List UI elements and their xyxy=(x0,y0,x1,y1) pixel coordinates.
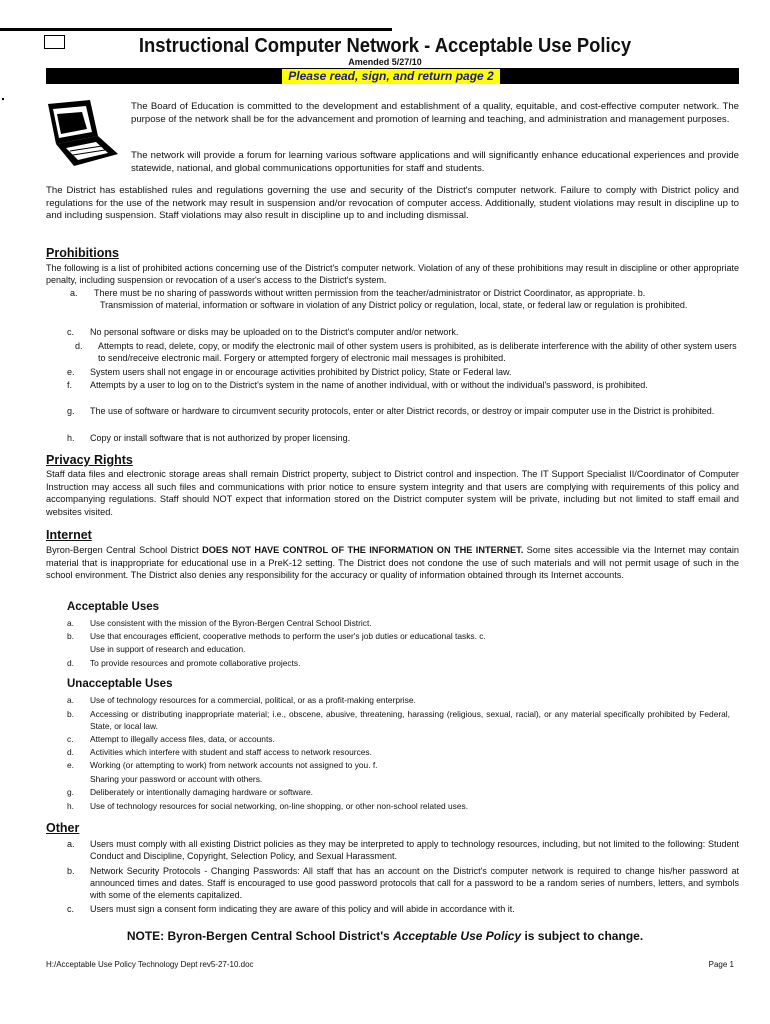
prohibition-f: Attempts by a user to log on to the District's system in the name of another individual, with or without the individual's password, is prohibited. xyxy=(90,380,648,390)
unacceptable-use-item: Working (or attempting to work) from network accounts not assigned to you. f. xyxy=(90,760,378,770)
unacceptable-use-item: Use of technology resources for a commercial, political, or as a profit-making enterprise. xyxy=(90,695,416,705)
prohibitions-intro: The following is a list of prohibited actions concerning use of the District's computer network. Violation of any of these prohibitions may result in discipline or other appropriate penalty, including suspension or revocation of a user's access to the District's system. xyxy=(46,263,739,285)
privacy-heading: Privacy Rights xyxy=(46,453,133,467)
list-letter: b. xyxy=(67,709,74,719)
page-title: Instructional Computer Network - Acceptable Use Policy xyxy=(138,35,632,57)
list-letter: a. xyxy=(67,695,74,705)
acceptable-use-item: Use in support of research and education. xyxy=(90,644,246,654)
list-letter: a. xyxy=(67,839,75,849)
intro-paragraph-1: The Board of Education is committed to the development and establishment of a quality, equitable, and cost-effective computer network. The purpose of the network shall be for the advancement and promotion of learning and teaching, and administration and management purposes. xyxy=(131,101,739,125)
prohibition-h: Copy or install software that is not authorized by proper licensing. xyxy=(90,433,351,443)
list-letter: h. xyxy=(67,433,75,443)
list-letter: a. xyxy=(67,618,74,628)
unacceptable-use-item: Accessing or distributing inappropriate material; i.e., obscene, abusive, threatening, harassing (religious, sexual, racial), or any material specifically prohibited by Federal, State, or local law. xyxy=(90,709,730,731)
other-item: Users must sign a consent form indicating they are aware of this policy and will abide in accordance with it. xyxy=(90,904,515,914)
list-letter: e. xyxy=(67,760,74,770)
policy-change-note xyxy=(0,929,770,943)
note-text-start: NOTE: Byron-Bergen Central School District's xyxy=(126,929,394,943)
internet-text-start: Byron-Bergen Central School District xyxy=(46,545,203,555)
prohibition-g: The use of software or hardware to circumvent security protocols, enter or alter District records, or destroy or impair computer use in the District is prohibited. xyxy=(90,406,715,416)
list-letter: b. xyxy=(67,866,75,876)
unacceptable-uses-heading: Unacceptable Uses xyxy=(67,678,173,690)
prohibition-d: Attempts to read, delete, copy, or modify the electronic mail of other system users is prohibited, as is deliberate interference with the ability of other system users to send/receive electronic mail. Forgery or attempted forgery of electronic mail messages is prohibited. xyxy=(98,341,737,363)
margin-mark xyxy=(2,98,4,100)
intro-paragraph-2: The network will provide a forum for learning various software applications and will significantly enhance educational experiences and provide statewide, national, and global communications opportunities for staff and students. xyxy=(131,150,739,174)
intro-paragraph-3: The District has established rules and regulations governing the use and security of the District's computer network. Failure to comply with District policy and regulations for the use of the network may result in suspension and/or revocation of computer access. Additionally, student violations may result in discipline up to and including suspension. Staff violations may also result in discipline up to and including dismissal. xyxy=(46,185,739,221)
prohibition-a: There must be no sharing of passwords without written permission from the teacher/administrator or District Coordinator, as appropriate. b. xyxy=(94,288,646,298)
footer-page-number: Page 1 xyxy=(708,960,734,969)
note-text-end: is subject to change. xyxy=(521,929,644,943)
return-banner: Please read, sign, and return page 2 xyxy=(282,69,500,84)
list-letter: e. xyxy=(67,367,75,377)
top-rule xyxy=(0,28,392,31)
unacceptable-use-item: Activities which interfere with student and staff access to network resources. xyxy=(90,747,372,757)
acceptable-uses-heading: Acceptable Uses xyxy=(67,601,160,613)
list-letter: h. xyxy=(67,801,74,811)
unacceptable-use-item: Sharing your password or account with others. xyxy=(90,774,263,784)
unacceptable-use-item: Deliberately or intentionally damaging hardware or software. xyxy=(90,787,313,797)
internet-warning: DOES NOT HAVE CONTROL OF THE INFORMATION ON THE INTERNET. xyxy=(202,545,524,555)
prohibition-c: No personal software or disks may be uploaded on to the District's computer and/or network. xyxy=(90,327,459,337)
other-item: Network Security Protocols - Changing Passwords: All staff that has an account on the District's computer network is required to change his/her password at announced times and dates. Staff is encouraged to use good password protocols that call for a password to be a random series of numbers, letters, and symbols with some of the elements capitalized. xyxy=(90,866,739,900)
computer-clipart-icon xyxy=(44,98,120,170)
footer-file-path: H:/Acceptable Use Policy Technology Dept rev5-27-10.doc xyxy=(46,960,254,969)
list-letter: g. xyxy=(67,406,75,416)
list-letter: d. xyxy=(67,747,74,757)
other-heading: Other xyxy=(46,821,80,835)
list-letter: a. xyxy=(70,288,78,298)
list-letter: b. xyxy=(67,631,74,641)
acceptable-use-item: Use consistent with the mission of the Byron-Bergen Central School District. xyxy=(90,618,372,628)
unacceptable-use-item: Use of technology resources for social networking, on-line shopping, or other non-school related uses. xyxy=(90,801,469,811)
prohibition-e: System users shall not engage in or encourage activities prohibited by District policy, State or Federal law. xyxy=(90,367,512,377)
prohibitions-heading: Prohibitions xyxy=(46,246,119,260)
other-item: Users must comply with all existing District policies as they may be interpreted to apply to technology resources, including, but not limited to the following: Student Conduct and Discipline, Copyright, Selection Policy, and Sexual Harassment. xyxy=(90,839,739,861)
internet-text xyxy=(46,544,739,582)
list-letter: d. xyxy=(67,658,74,668)
note-policy-name: Acceptable Use Policy xyxy=(393,929,522,943)
list-letter: c. xyxy=(67,327,75,337)
prohibition-b: Transmission of material, information or software in violation of any District policy or regulation, local, state, or federal law or regulation is prohibited. xyxy=(100,300,688,310)
internet-text-end: Some sites accessible via the Internet may contain material that is inappropriate for educational use in a PreK-12 setting. The District does not condone the use of such materials and will not permit usage of such in the school environment. The District also denies any responsibility for the accuracy or quality of information obtained through its Internet accounts. xyxy=(46,545,739,581)
list-letter: d. xyxy=(75,341,83,351)
internet-heading: Internet xyxy=(46,528,92,542)
amended-date: Amended 5/27/10 xyxy=(348,57,422,67)
list-letter: f. xyxy=(67,380,73,390)
list-letter: c. xyxy=(67,904,75,914)
list-letter: c. xyxy=(67,734,74,744)
unacceptable-use-item: Attempt to illegally access files, data, or accounts. xyxy=(90,734,275,744)
privacy-text: Staff data files and electronic storage areas shall remain District property, subject to District control and inspection. The IT Support Specialist II/Coordinator of Computer Instruction may access all such files and communications with prior notice to ensure system integrity and that users are complying with requirements of this policy and accompanying regulations. Staff should NOT expect that information stored on the District computer system will be private, including but not limited to staff email and websites visited. xyxy=(46,469,739,517)
list-letter: g. xyxy=(67,787,74,797)
acceptable-use-item: Use that encourages efficient, cooperative methods to perform the user's job duties or educational tasks. c. xyxy=(90,631,486,641)
acceptable-use-item: To provide resources and promote collaborative projects. xyxy=(90,658,301,668)
